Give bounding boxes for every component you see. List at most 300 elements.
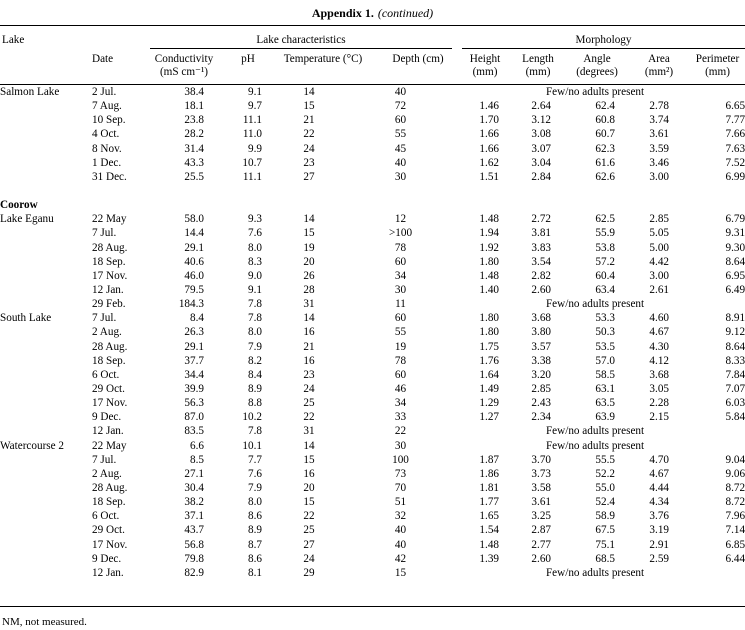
height-cell: 1.27 <box>479 411 499 424</box>
angle-cell: 55.9 <box>595 227 615 240</box>
col-header-date: Date <box>92 53 114 65</box>
conductivity-cell: 37.1 <box>184 510 204 523</box>
lake-cell <box>0 523 92 537</box>
depth-cell: 46 <box>394 383 407 396</box>
date-cell: 22 May <box>92 213 127 226</box>
perimeter-cell: 7.07 <box>725 383 745 396</box>
area-cell: 5.00 <box>649 241 669 254</box>
height-cell: 1.66 <box>479 128 499 141</box>
area-unit: (mm²) <box>644 66 674 78</box>
conductivity-cell: 6.6 <box>190 439 204 452</box>
group-header-morphology: Morphology <box>575 34 632 46</box>
conductivity-cell: 29.1 <box>184 241 204 254</box>
group-row <box>0 198 745 212</box>
length-cell: 2.87 <box>531 524 551 537</box>
length-cell: 3.83 <box>531 241 551 254</box>
perimeter-cell: 8.72 <box>725 496 745 509</box>
ph-cell: 8.1 <box>248 566 262 579</box>
length-cell: 2.64 <box>531 100 551 113</box>
temperature-cell: 14 <box>303 86 315 99</box>
ph-cell: 11.1 <box>242 170 262 183</box>
date-cell: 29 Feb. <box>92 298 126 311</box>
conductivity-cell: 34.4 <box>184 368 204 381</box>
length-cell: 2.60 <box>531 284 551 297</box>
lake-cell <box>0 340 92 354</box>
temperature-cell: 22 <box>303 510 315 523</box>
table-row <box>0 212 745 226</box>
angle-unit: (degrees) <box>576 66 618 78</box>
conductivity-cell: 27.1 <box>184 467 204 480</box>
col-header-depth: Depth (cm) <box>392 53 444 65</box>
lake-cell <box>0 142 92 156</box>
lake-cell <box>0 495 92 509</box>
angle-cell: 58.5 <box>595 368 615 381</box>
ph-cell: 9.3 <box>248 213 262 226</box>
length-cell: 2.85 <box>531 383 551 396</box>
morphology-rule <box>462 48 745 49</box>
area-cell: 4.34 <box>649 496 669 509</box>
temperature-cell: 22 <box>303 128 315 141</box>
height-cell: 1.76 <box>479 354 499 367</box>
perimeter-cell: 7.66 <box>725 128 745 141</box>
area-cell: 4.70 <box>649 453 669 466</box>
date-cell: 9 Dec. <box>92 552 122 565</box>
table-row <box>0 552 745 566</box>
conductivity-cell: 31.4 <box>184 142 204 155</box>
table-row <box>0 325 745 339</box>
depth-cell: 15 <box>394 566 407 579</box>
temperature-cell: 19 <box>303 241 315 254</box>
conductivity-cell: 79.5 <box>184 284 204 297</box>
ph-cell: 8.9 <box>248 383 262 396</box>
conductivity-cell: 40.6 <box>184 255 204 268</box>
lake-cell <box>0 467 92 481</box>
date-cell: 6 Oct. <box>92 510 120 523</box>
area-cell: 4.42 <box>649 255 669 268</box>
ph-cell: 7.8 <box>248 298 262 311</box>
height-cell: 1.62 <box>479 156 499 169</box>
area-cell: 2.61 <box>649 284 669 297</box>
date-cell: 1 Dec. <box>92 156 122 169</box>
group-header-lake-characteristics: Lake characteristics <box>256 34 346 46</box>
table-row <box>0 481 745 495</box>
lake-cell <box>0 241 92 255</box>
area-cell: 4.60 <box>649 312 669 325</box>
perimeter-cell: 5.84 <box>725 411 745 424</box>
conductivity-cell: 37.7 <box>184 354 204 367</box>
depth-cell: 11 <box>395 298 406 311</box>
date-cell: 29 Oct. <box>92 383 125 396</box>
area-cell: 3.05 <box>649 383 669 396</box>
area-cell: 4.30 <box>649 340 669 353</box>
length-cell: 2.77 <box>531 538 551 551</box>
table-row <box>0 538 745 552</box>
conductivity-cell: 184.3 <box>178 298 204 311</box>
col-header-conductivity <box>144 53 224 79</box>
depth-cell: 32 <box>394 510 407 523</box>
data-table <box>0 85 745 580</box>
ph-cell: 9.9 <box>248 142 262 155</box>
col-header-height <box>462 53 508 79</box>
height-cell: 1.46 <box>479 100 499 113</box>
ph-cell: 8.8 <box>248 397 262 410</box>
few-adults-note: Few/no adults present <box>545 566 645 579</box>
lake-cell <box>0 566 92 580</box>
area-cell: 3.46 <box>649 156 669 169</box>
length-cell: 3.70 <box>531 453 551 466</box>
temperature-cell: 23 <box>303 156 315 169</box>
date-cell: 2 Jul. <box>92 86 117 99</box>
temperature-cell: 31 <box>303 298 315 311</box>
table-row <box>0 170 745 184</box>
perimeter-cell: 8.91 <box>725 312 745 325</box>
lake-cell <box>0 226 92 240</box>
table-row <box>0 453 745 467</box>
depth-cell: 30 <box>394 170 407 183</box>
spacer-cell <box>0 184 745 198</box>
few-adults-note: Few/no adults present <box>545 86 645 99</box>
height-cell: 1.70 <box>479 114 499 127</box>
group-heading: Coorow <box>0 199 38 212</box>
date-cell: 17 Nov. <box>92 397 128 410</box>
depth-cell: 40 <box>394 86 407 99</box>
table-row <box>0 113 745 127</box>
ph-cell: 10.2 <box>242 411 262 424</box>
col-header-length <box>514 53 562 79</box>
angle-cell: 53.3 <box>595 312 615 325</box>
temperature-cell: 15 <box>303 496 315 509</box>
lake-cell <box>0 396 92 410</box>
ph-cell: 7.9 <box>248 340 262 353</box>
lake-cell <box>0 481 92 495</box>
height-cell: 1.54 <box>479 524 499 537</box>
angle-cell: 75.1 <box>595 538 615 551</box>
height-cell: 1.48 <box>479 538 499 551</box>
area-cell: 3.00 <box>649 269 669 282</box>
date-cell: 29 Oct. <box>92 524 125 537</box>
date-cell: 28 Aug. <box>92 340 128 353</box>
ph-cell: 8.3 <box>248 255 262 268</box>
col-header-area <box>636 53 682 79</box>
perimeter-cell: 6.65 <box>725 100 745 113</box>
length-cell: 3.57 <box>531 340 551 353</box>
area-cell: 3.76 <box>649 510 669 523</box>
temperature-cell: 14 <box>303 439 315 452</box>
depth-cell: 72 <box>394 100 407 113</box>
perimeter-cell: 6.49 <box>725 284 745 297</box>
conductivity-cell: 30.4 <box>184 482 204 494</box>
table-row <box>0 269 745 283</box>
depth-cell: 78 <box>394 354 407 367</box>
date-cell: 18 Sep. <box>92 496 126 509</box>
length-cell: 3.68 <box>531 312 551 325</box>
perimeter-cell: 6.44 <box>725 552 745 565</box>
height-cell: 1.80 <box>479 326 499 339</box>
height-cell: 1.51 <box>479 170 499 183</box>
ph-cell: 7.8 <box>248 312 262 325</box>
table-row <box>0 283 745 297</box>
lake-cell <box>0 453 92 467</box>
length-cell: 3.07 <box>531 142 551 155</box>
depth-cell: 34 <box>394 269 407 282</box>
table-row <box>0 297 745 311</box>
temperature-cell: 21 <box>303 340 315 353</box>
depth-cell: >100 <box>388 227 413 240</box>
temperature-cell: 16 <box>303 326 315 339</box>
temperature-cell: 25 <box>303 524 315 537</box>
lake-cell <box>0 552 92 566</box>
temperature-cell: 24 <box>303 552 315 565</box>
angle-cell: 63.1 <box>595 383 615 396</box>
table-row <box>0 99 745 113</box>
depth-cell: 30 <box>394 439 407 452</box>
length-cell: 2.72 <box>531 213 551 226</box>
perimeter-cell: 8.33 <box>725 354 745 367</box>
angle-label: Angle <box>583 53 611 65</box>
depth-cell: 60 <box>394 255 407 268</box>
table-row <box>0 354 745 368</box>
angle-cell: 63.5 <box>595 397 615 410</box>
temperature-cell: 23 <box>303 368 315 381</box>
col-header-ph: pH <box>241 53 255 65</box>
date-cell: 8 Nov. <box>92 142 122 155</box>
angle-cell: 62.6 <box>595 170 615 183</box>
table-row <box>0 255 745 269</box>
angle-cell: 55.0 <box>595 482 615 494</box>
length-cell: 3.38 <box>531 354 551 367</box>
conductivity-cell: 83.5 <box>184 425 204 438</box>
ph-cell: 8.7 <box>248 538 262 551</box>
conductivity-cell: 38.4 <box>184 86 204 99</box>
lake-cell <box>0 297 92 311</box>
length-cell: 3.25 <box>531 510 551 523</box>
conductivity-cell: 18.1 <box>184 100 204 113</box>
conductivity-cell: 14.4 <box>184 227 204 240</box>
height-cell: 1.48 <box>479 269 499 282</box>
lake-cell: Lake Eganu <box>0 213 54 226</box>
date-cell: 9 Dec. <box>92 411 122 424</box>
lake-cell <box>0 113 92 127</box>
temperature-cell: 28 <box>303 284 315 297</box>
ph-cell: 9.1 <box>248 86 262 99</box>
temperature-cell: 20 <box>303 482 315 494</box>
angle-cell: 60.4 <box>595 269 615 282</box>
angle-cell: 50.3 <box>595 326 615 339</box>
temperature-cell: 29 <box>303 566 315 579</box>
conductivity-cell: 26.3 <box>184 326 204 339</box>
ph-cell: 8.4 <box>248 368 262 381</box>
length-cell: 3.20 <box>531 368 551 381</box>
height-cell: 1.80 <box>479 255 499 268</box>
ph-cell: 11.0 <box>242 128 262 141</box>
table-row <box>0 226 745 240</box>
date-cell: 7 Jul. <box>92 312 117 325</box>
temperature-cell: 22 <box>303 411 315 424</box>
temperature-cell: 24 <box>303 383 315 396</box>
date-cell: 17 Nov. <box>92 538 128 551</box>
angle-cell: 53.5 <box>595 340 615 353</box>
table-row <box>0 241 745 255</box>
height-cell: 1.64 <box>479 368 499 381</box>
angle-cell: 62.5 <box>595 213 615 226</box>
lake-cell <box>0 368 92 382</box>
date-cell: 28 Aug. <box>92 241 128 254</box>
few-adults-note: Few/no adults present <box>545 425 645 438</box>
top-rule <box>0 25 745 26</box>
ph-cell: 11.1 <box>242 114 262 127</box>
area-cell: 2.28 <box>649 397 669 410</box>
area-cell: 4.67 <box>649 467 669 480</box>
height-label: Height <box>469 53 501 65</box>
depth-cell: 51 <box>394 496 407 509</box>
ph-cell: 8.6 <box>248 552 262 565</box>
conductivity-cell: 79.8 <box>184 552 204 565</box>
angle-cell: 67.5 <box>595 524 615 537</box>
ph-cell: 8.9 <box>248 524 262 537</box>
temperature-cell: 14 <box>303 312 315 325</box>
col-header-lake: Lake <box>2 34 25 46</box>
ph-cell: 8.2 <box>248 354 262 367</box>
date-cell: 10 Sep. <box>92 114 126 127</box>
area-cell: 3.61 <box>649 128 669 141</box>
depth-cell: 12 <box>394 213 407 226</box>
lake-cell: Watercourse 2 <box>0 439 65 452</box>
area-cell: 4.67 <box>649 326 669 339</box>
length-cell: 2.34 <box>531 411 551 424</box>
lake-cell <box>0 99 92 113</box>
temperature-cell: 24 <box>303 142 315 155</box>
ph-cell: 8.0 <box>248 496 262 509</box>
col-header-angle <box>566 53 628 79</box>
length-label: Length <box>522 53 554 65</box>
conductivity-cell: 43.3 <box>184 156 204 169</box>
table-row <box>0 509 745 523</box>
col-header-perimeter <box>690 53 745 79</box>
temperature-cell: 25 <box>303 397 315 410</box>
length-cell: 3.73 <box>531 467 551 480</box>
table-row <box>0 495 745 509</box>
ph-cell: 7.8 <box>248 425 262 438</box>
table-row <box>0 566 745 580</box>
depth-cell: 45 <box>394 142 407 155</box>
table-row <box>0 368 745 382</box>
conductivity-cell: 39.9 <box>184 383 204 396</box>
perimeter-cell: 6.95 <box>725 269 745 282</box>
table-row <box>0 142 745 156</box>
depth-cell: 22 <box>394 425 407 438</box>
temperature-cell: 15 <box>303 227 315 240</box>
date-cell: 7 Jul. <box>92 227 117 240</box>
few-adults-note: Few/no adults present <box>545 439 645 452</box>
table-row <box>0 311 745 325</box>
area-cell: 3.59 <box>649 142 669 155</box>
lake-cell <box>0 325 92 339</box>
lake-characteristics-rule <box>150 48 452 49</box>
length-cell: 2.82 <box>531 269 551 282</box>
conductivity-cell: 25.5 <box>184 170 204 183</box>
table-row <box>0 424 745 438</box>
temperature-cell: 14 <box>303 213 315 226</box>
height-cell: 1.29 <box>479 397 499 410</box>
area-cell: 2.59 <box>649 552 669 565</box>
length-cell: 3.61 <box>531 496 551 509</box>
perimeter-cell: 9.31 <box>725 227 745 240</box>
perimeter-cell: 7.84 <box>725 368 745 381</box>
date-cell: 31 Dec. <box>92 170 127 183</box>
table-row <box>0 410 745 424</box>
date-cell: 22 May <box>92 439 127 452</box>
conductivity-cell: 46.0 <box>184 269 204 282</box>
height-cell: 1.80 <box>479 312 499 325</box>
depth-cell: 60 <box>394 368 407 381</box>
lake-cell <box>0 410 92 424</box>
temperature-cell: 15 <box>303 453 315 466</box>
ph-cell: 7.6 <box>248 467 262 480</box>
temperature-cell: 15 <box>303 100 315 113</box>
conductivity-cell: 43.7 <box>184 524 204 537</box>
angle-cell: 57.0 <box>595 354 615 367</box>
perimeter-cell: 6.03 <box>725 397 745 410</box>
perimeter-cell: 6.79 <box>725 213 745 226</box>
depth-cell: 30 <box>394 284 407 297</box>
depth-cell: 40 <box>394 156 407 169</box>
ph-cell: 9.7 <box>248 100 262 113</box>
perimeter-label: Perimeter <box>695 53 740 65</box>
continued-label: (continued) <box>377 6 434 20</box>
lake-cell <box>0 283 92 297</box>
area-cell: 3.68 <box>649 368 669 381</box>
date-cell: 12 Jan. <box>92 566 124 579</box>
area-cell: 5.05 <box>649 227 669 240</box>
conductivity-cell: 38.2 <box>184 496 204 509</box>
temperature-cell: 21 <box>303 114 315 127</box>
height-cell: 1.94 <box>479 227 499 240</box>
ph-cell: 7.7 <box>248 453 262 466</box>
angle-cell: 57.2 <box>595 255 615 268</box>
length-cell: 2.84 <box>531 170 551 183</box>
conductivity-cell: 87.0 <box>184 411 204 424</box>
height-cell: 1.65 <box>479 510 499 523</box>
depth-cell: 60 <box>394 312 407 325</box>
length-cell: 2.43 <box>531 397 551 410</box>
length-cell: 2.60 <box>531 552 551 565</box>
lake-cell <box>0 354 92 368</box>
col-header-temperature: Temperature (°C) <box>283 53 363 65</box>
lake-cell <box>0 382 92 396</box>
perimeter-cell: 9.30 <box>725 241 745 254</box>
date-cell: 18 Sep. <box>92 354 126 367</box>
angle-cell: 63.4 <box>595 284 615 297</box>
perimeter-cell: 6.99 <box>725 170 745 183</box>
date-cell: 17 Nov. <box>92 269 128 282</box>
depth-cell: 55 <box>394 128 407 141</box>
date-cell: 18 Sep. <box>92 255 126 268</box>
angle-cell: 63.9 <box>595 411 615 424</box>
length-cell: 3.12 <box>531 114 551 127</box>
lake-cell: Salmon Lake <box>0 86 60 99</box>
date-cell: 28 Aug. <box>92 482 128 494</box>
lake-cell: South Lake <box>0 312 52 325</box>
temperature-cell: 16 <box>303 354 315 367</box>
angle-cell: 60.8 <box>595 114 615 127</box>
lake-cell <box>0 127 92 141</box>
ph-cell: 8.0 <box>248 326 262 339</box>
depth-cell: 70 <box>394 482 407 494</box>
length-cell: 3.04 <box>531 156 551 169</box>
height-cell: 1.40 <box>479 284 499 297</box>
angle-cell: 62.3 <box>595 142 615 155</box>
height-unit: (mm) <box>472 66 498 78</box>
